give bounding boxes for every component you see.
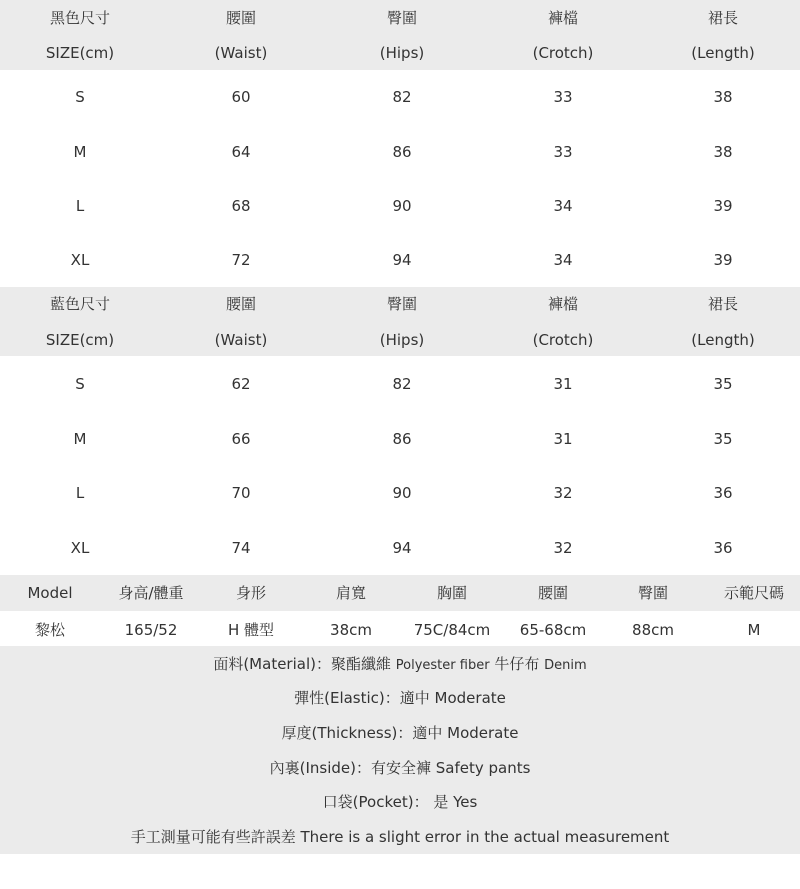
table-row (0, 142, 800, 162)
model-name-cell: 黎松 (34, 621, 66, 639)
header-cell: 腰圍 (537, 584, 569, 602)
hips-cell: 82 (392, 375, 412, 393)
waist-cell: 66 (231, 430, 251, 448)
elastic-line: 彈性(Elastic)：適中 Moderate (294, 689, 506, 707)
material-en2: Denim (544, 658, 587, 673)
header-cell: 褲檔 (547, 9, 579, 27)
size-cell: XL (70, 539, 90, 557)
black-table-header-row-en (0, 43, 800, 63)
header-cell: 示範尺碼 (723, 584, 785, 602)
header-cell: 身高/體重 (118, 584, 184, 602)
header-cell: 臀圍 (386, 9, 418, 27)
height-weight-cell: 165/52 (124, 621, 178, 639)
model-table-header-row (0, 583, 800, 603)
header-cell: 臀圍 (386, 295, 418, 313)
body-type-cell: H 體型 (227, 621, 275, 639)
size-cell: S (75, 375, 85, 393)
length-cell: 35 (713, 375, 733, 393)
length-cell: 36 (713, 484, 733, 502)
hips-cell: 94 (392, 539, 412, 557)
header-cell: 藍色尺寸 (49, 295, 111, 313)
size-cell: XL (70, 251, 90, 269)
header-cell: SIZE(cm) (45, 331, 115, 349)
waist-cell: 65-68cm (519, 621, 587, 639)
waist-cell: 62 (231, 375, 251, 393)
crotch-cell: 32 (553, 484, 573, 502)
crotch-cell: 31 (553, 375, 573, 393)
header-cell: (Length) (691, 331, 755, 349)
waist-cell: 72 (231, 251, 251, 269)
header-cell: (Crotch) (532, 331, 594, 349)
material-cn: 聚酯纖維 (330, 655, 391, 673)
pocket-line: 口袋(Pocket)： 是 Yes (322, 793, 478, 811)
length-cell: 39 (713, 197, 733, 215)
table-row (0, 87, 800, 107)
inside-line: 內裏(Inside)：有安全褲 Safety pants (269, 759, 531, 777)
hips-cell: 90 (392, 484, 412, 502)
hips-cell: 94 (392, 251, 412, 269)
length-cell: 36 (713, 539, 733, 557)
header-cell: 褲檔 (547, 295, 579, 313)
hips-cell: 82 (392, 88, 412, 106)
waist-cell: 68 (231, 197, 251, 215)
measurement-error-note: 手工測量可能有些許誤差 There is a slight error in the actual measurement (130, 828, 670, 846)
header-cell: 裙長 (707, 9, 739, 27)
header-cell: 腰圍 (225, 9, 257, 27)
size-worn-cell: M (747, 621, 761, 639)
header-cell: 身形 (235, 584, 267, 602)
crotch-cell: 33 (553, 88, 573, 106)
header-cell: (Length) (691, 44, 755, 62)
thickness-line: 厚度(Thickness)：適中 Moderate (281, 724, 519, 742)
length-cell: 38 (713, 143, 733, 161)
size-cell: L (75, 197, 85, 215)
table-row (0, 374, 800, 394)
waist-cell: 60 (231, 88, 251, 106)
waist-cell: 74 (231, 539, 251, 557)
black-table-header-row-cn (0, 8, 800, 28)
details-band (0, 646, 800, 854)
blue-table-header-row-en (0, 330, 800, 350)
header-cell: (Crotch) (532, 44, 594, 62)
header-cell: (Hips) (379, 331, 425, 349)
blue-table-header-row-cn (0, 294, 800, 314)
crotch-cell: 34 (553, 197, 573, 215)
waist-cell: 64 (231, 143, 251, 161)
length-cell: 35 (713, 430, 733, 448)
crotch-cell: 33 (553, 143, 573, 161)
material-line (0, 653, 800, 675)
hips-cell: 90 (392, 197, 412, 215)
size-cell: M (73, 430, 87, 448)
header-cell: 臀圍 (637, 584, 669, 602)
material-en: Polyester fiber (395, 658, 490, 673)
length-cell: 39 (713, 251, 733, 269)
header-cell: (Hips) (379, 44, 425, 62)
header-cell: SIZE(cm) (45, 44, 115, 62)
crotch-cell: 32 (553, 539, 573, 557)
header-cell: (Waist) (214, 331, 268, 349)
hips-cell: 86 (392, 430, 412, 448)
header-cell: (Waist) (214, 44, 268, 62)
header-cell: 腰圍 (225, 295, 257, 313)
header-cell: 胸圍 (436, 584, 468, 602)
table-row (0, 196, 800, 216)
header-cell: 肩寬 (335, 584, 367, 602)
size-cell: L (75, 484, 85, 502)
material-label: 面料(Material)： (213, 655, 331, 673)
size-cell: S (75, 88, 85, 106)
header-cell: 裙長 (707, 295, 739, 313)
bust-cell: 75C/84cm (413, 621, 491, 639)
crotch-cell: 31 (553, 430, 573, 448)
shoulder-cell: 38cm (330, 621, 372, 639)
length-cell: 38 (713, 88, 733, 106)
table-row (0, 429, 800, 449)
header-cell: Model (27, 584, 73, 602)
header-cell: 黑色尺寸 (49, 9, 111, 27)
table-row (0, 620, 800, 640)
size-cell: M (73, 143, 87, 161)
table-row (0, 538, 800, 558)
material-cn2: 牛仔布 (494, 655, 540, 673)
crotch-cell: 34 (553, 251, 573, 269)
waist-cell: 70 (231, 484, 251, 502)
table-row (0, 250, 800, 270)
table-row (0, 483, 800, 503)
hips-cell: 86 (392, 143, 412, 161)
hips-cell: 88cm (632, 621, 674, 639)
